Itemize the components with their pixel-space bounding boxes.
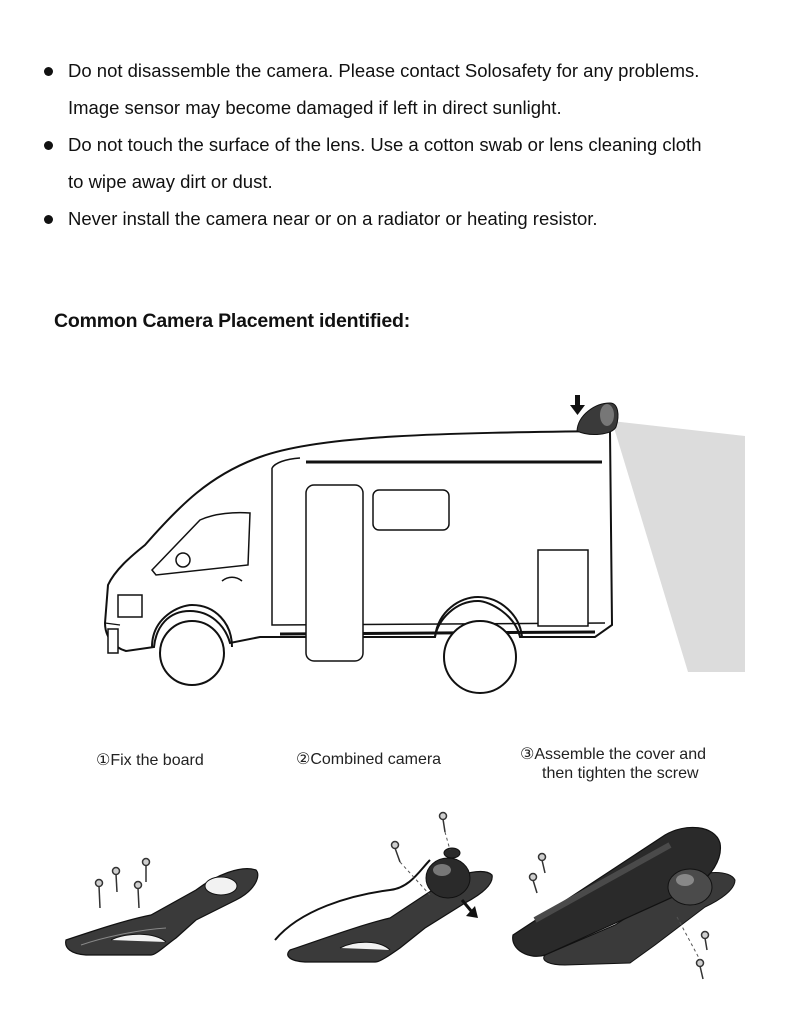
step-2-figure	[270, 800, 500, 970]
screw-icon	[96, 859, 150, 909]
van-window	[373, 490, 449, 530]
rear-wheel	[444, 621, 516, 693]
note-item	[44, 200, 774, 237]
bullet-dot	[44, 215, 53, 224]
screw-icon	[392, 813, 447, 863]
note-text: Do not disassemble the camera. Please contact Solosafety for any problems.	[68, 60, 700, 81]
step-3-label-line1: ③Assemble the cover and	[520, 746, 706, 763]
note-text: Never install the camera near or on a radiator or heating resistor.	[68, 208, 598, 229]
note-text: Do not touch the surface of the lens. Use a cotton swab or lens cleaning cloth	[68, 134, 702, 155]
safety-notes-list	[44, 52, 774, 237]
step-2-label: ②Combined camera	[296, 751, 442, 768]
van-door	[306, 485, 363, 661]
camera-view-cone	[612, 421, 745, 672]
note-item	[44, 52, 774, 126]
placement-heading: Common Camera Placement identified:	[54, 310, 410, 332]
van-illustration	[90, 385, 760, 705]
step-3-label-line2: then tighten the screw	[542, 765, 699, 782]
note-item	[44, 126, 774, 200]
van-hatch	[538, 550, 588, 626]
bullet-dot	[44, 141, 53, 150]
step-1-label: ①Fix the board	[96, 752, 204, 769]
note-text: Image sensor may become damaged if left in direct sunlight.	[68, 97, 562, 118]
step-3-label	[520, 745, 750, 783]
front-wheel	[160, 621, 224, 685]
arrow-down-right-icon	[462, 900, 478, 918]
note-text: to wipe away dirt or dust.	[68, 171, 273, 192]
bullet-dot	[44, 67, 53, 76]
board-hole	[205, 877, 237, 895]
camera-body	[426, 858, 470, 898]
step-3-figure	[505, 815, 745, 995]
step-1-figure	[56, 820, 266, 965]
